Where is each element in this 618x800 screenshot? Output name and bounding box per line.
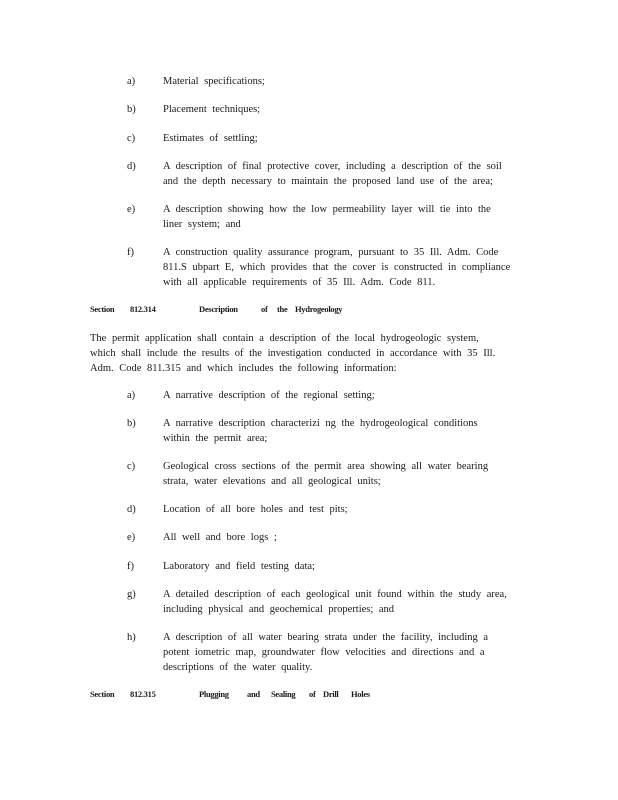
list-item-label: f) <box>127 561 134 572</box>
section-title-word: Description <box>199 304 238 314</box>
section-title-word: Plugging <box>199 689 229 699</box>
list-item-text: A narrative description characterizi ng the hydrogeological conditions within the permit area; <box>163 418 478 444</box>
list-item-label: e) <box>127 204 136 215</box>
list-item-label: d) <box>127 161 136 172</box>
section-title-word: and <box>247 689 260 699</box>
list-item-label: g) <box>127 589 136 600</box>
list-item-label: e) <box>127 532 136 543</box>
list-item-label: b) <box>127 418 136 429</box>
list-item-label: f) <box>127 247 134 258</box>
list-item-text: All well and bore logs ; <box>163 532 277 543</box>
section-number: 812.314 <box>130 304 156 314</box>
list-item-label: c) <box>127 461 136 472</box>
section-word: Section <box>90 689 115 699</box>
intro-paragraph: The permit application shall contain a description of the local hydrogeologic system, which shall include the results of the investigation conducted in accordance with 35 Ill. Adm. Code 811.315 and which includes the following information: <box>90 333 496 374</box>
section-title-word: Hydrogeology <box>295 304 343 314</box>
list-item-text: A narrative description of the regional setting; <box>163 390 375 401</box>
list-item-label: a) <box>127 390 136 401</box>
section-title-word: Drill <box>323 689 339 699</box>
section-title-word: Holes <box>351 689 370 699</box>
list-item-label: c) <box>127 133 136 144</box>
list-item-text: Placement techniques; <box>163 104 261 115</box>
section-number: 812.315 <box>130 689 156 699</box>
section-title-word: the <box>277 304 288 314</box>
list-item-label: d) <box>127 504 136 515</box>
list-item-text: A description of all water bearing strata under the facility, including a potent iometric map, groundwater flow velocities and directions and a descriptions of the water quality. <box>163 632 489 673</box>
list-item-text: Laboratory and field testing data; <box>163 561 315 572</box>
list-item-text: Location of all bore holes and test pits; <box>163 504 348 515</box>
list-item-text: Estimates of settling; <box>163 133 258 144</box>
section-title-word: of <box>261 304 268 314</box>
list-item-text: A description of final protective cover, including a description of the soil and the depth necessary to maintain the proposed land use of the area; <box>163 161 502 187</box>
list-item-label: h) <box>127 632 136 643</box>
list-item-text: A construction quality assurance program, pursuant to 35 Ill. Adm. Code 811.S ubpart E, which provides that the cover is constructed in compliance with all applicable requirements of 35 Ill. Adm. Code 811. <box>163 247 511 288</box>
list-item-text: Geological cross sections of the permit area showing all water bearing strata, water elevations and all geological units; <box>163 461 489 487</box>
section-title-word: of <box>309 689 316 699</box>
section-title-word: Sealing <box>271 689 296 699</box>
list-item-label: a) <box>127 76 136 87</box>
list-item-label: b) <box>127 104 136 115</box>
list-item-text: A detailed description of each geological unit found within the study area, including physical and geochemical properties; and <box>163 589 507 615</box>
list-item-text: Material specifications; <box>163 76 265 87</box>
list-item-text: A description showing how the low permeability layer will tie into the liner system; and <box>163 204 491 230</box>
section-word: Section <box>90 304 115 314</box>
